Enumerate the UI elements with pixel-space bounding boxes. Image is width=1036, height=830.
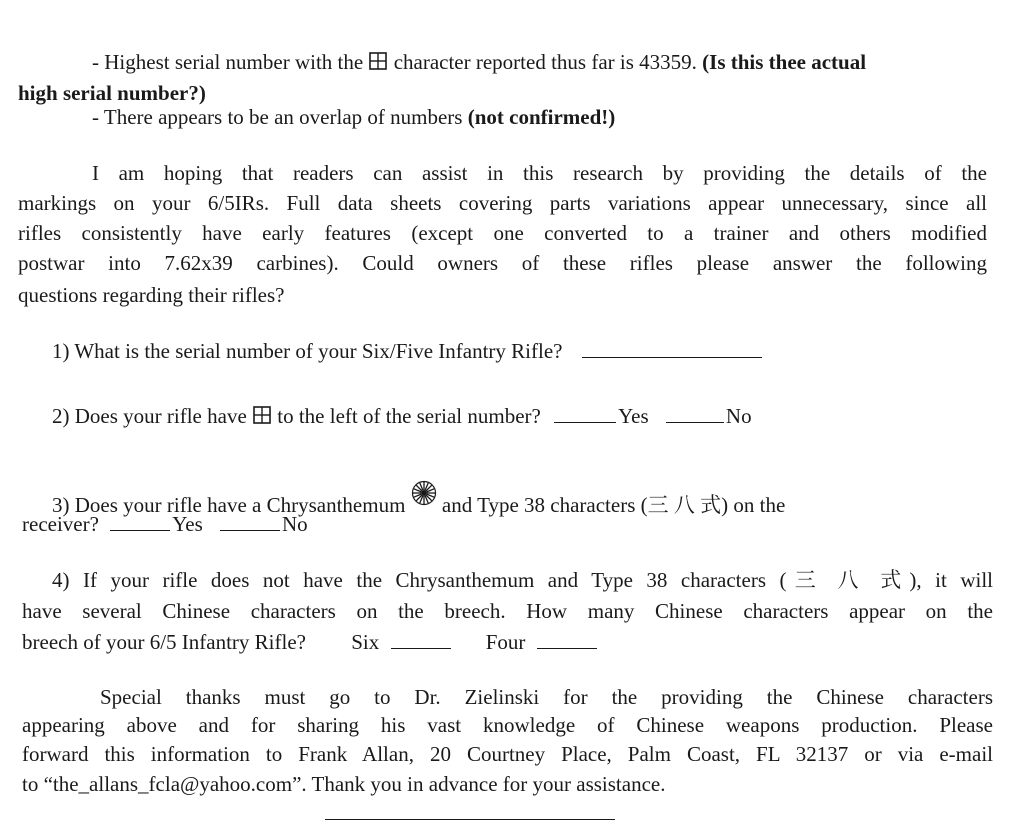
intro-line-1: I am hoping that readers can assist in this research by providing the details of the — [92, 161, 987, 185]
question-3-text-b: and Type 38 characters (三 八 式) on the — [441, 493, 786, 517]
thanks-line-3: forward this information to Frank Allan, 20 Courtney Place, Palm Coast, FL 32137 or via e-mail — [22, 742, 993, 766]
bullet-highest-serial — [92, 49, 866, 77]
question-3-text-a: 3) Does your rifle have a Chrysanthemum — [52, 493, 406, 517]
tian-character-icon — [368, 51, 388, 77]
question-4-text: breech of your 6/5 Infantry Rifle? — [22, 630, 306, 654]
bullet-question: (Is this thee actual — [702, 50, 867, 74]
no-blank[interactable] — [666, 404, 724, 423]
bullet-text: - There appears to be an overlap of numbers — [92, 105, 463, 129]
six-label: Six — [351, 630, 380, 654]
bullet-text: - Highest serial number with the — [92, 50, 364, 74]
intro-line-4: postwar into 7.62x39 carbines). Could owners of these rifles please answer the following — [18, 251, 987, 275]
question-4-line-3 — [22, 629, 599, 655]
thanks-line-2: appearing above and for sharing his vast knowledge of Chinese weapons production. Please — [22, 713, 993, 737]
yes-label: Yes — [618, 404, 649, 428]
yes-blank[interactable] — [554, 404, 616, 423]
bullet-question-cont: high serial number?) — [18, 81, 206, 105]
yes-blank[interactable] — [110, 512, 170, 531]
bottom-divider — [325, 819, 615, 820]
intro-line-3: rifles consistently have early features (except one converted to a trainer and others modified — [18, 221, 987, 245]
question-2-text-a: 2) Does your rifle have — [52, 404, 247, 428]
bullet-text-2: character reported thus far is 43359. — [393, 50, 697, 74]
question-4-line-1: 4) If your rifle does not have the Chrysanthemum and Type 38 characters (三 八 式), it will — [52, 568, 993, 592]
question-4-line-2: have several Chinese characters on the breech. How many Chinese characters appear on the — [22, 599, 993, 623]
bullet-overlap — [92, 104, 615, 130]
question-3-text-c: receiver? — [22, 512, 99, 536]
question-3-cont — [22, 511, 308, 537]
bullet-note: (not confirmed!) — [467, 105, 616, 129]
question-2 — [52, 403, 752, 431]
no-blank[interactable] — [220, 512, 280, 531]
chrysanthemum-icon — [411, 480, 437, 512]
thanks-line-1: Special thanks must go to Dr. Zielinski for the providing the Chinese characters — [100, 685, 993, 709]
question-1-text: 1) What is the serial number of your Six/Five Infantry Rifle? — [52, 339, 563, 363]
question-1 — [52, 338, 764, 364]
no-label: No — [725, 404, 752, 428]
tian-character-icon — [252, 405, 272, 431]
four-blank[interactable] — [537, 630, 597, 649]
no-label: No — [282, 512, 308, 536]
intro-line-2: markings on your 6/5IRs. Full data sheets covering parts variations appear unnecessary, since all — [18, 191, 987, 215]
six-blank[interactable] — [391, 630, 451, 649]
yes-label: Yes — [172, 512, 203, 536]
four-label: Four — [485, 630, 526, 654]
serial-number-blank[interactable] — [582, 339, 762, 358]
question-2-text-b: to the left of the serial number? — [277, 404, 541, 428]
intro-line-5: questions regarding their rifles? — [18, 283, 285, 307]
thanks-line-4: to “the_allans_fcla@yahoo.com”. Thank you in advance for your assistance. — [22, 772, 666, 796]
